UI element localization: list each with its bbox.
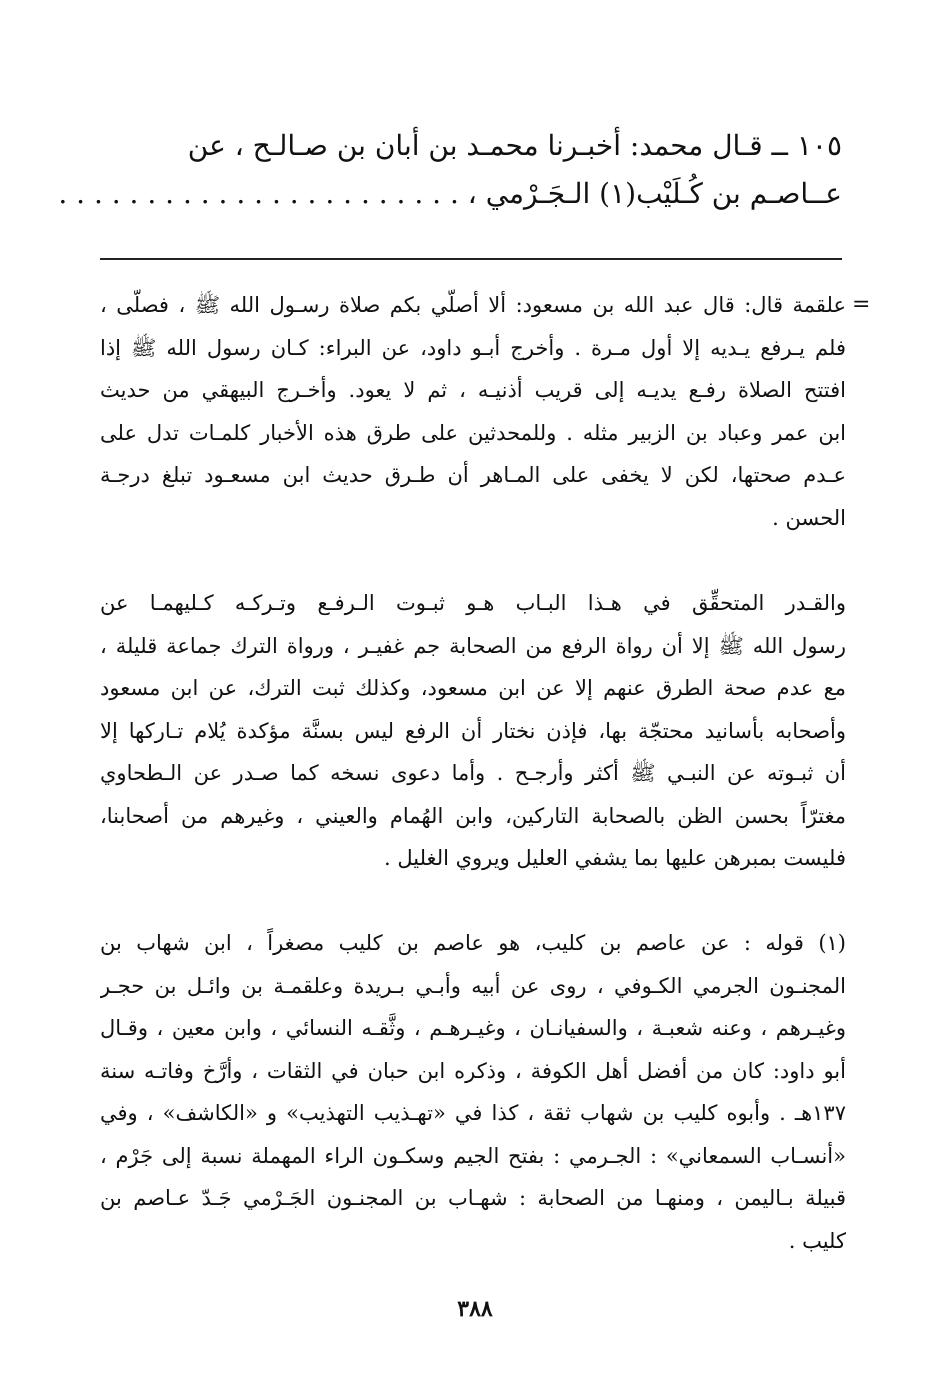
- footnote-line: مغترّاً بحسن الظن بالصحابة التاركين، وابن الهُمام والعيني ، وغيرهم من أصحابنا،: [100, 803, 846, 828]
- continuation-mark: =: [852, 292, 871, 317]
- footnote-line: والقـدر المتحقِّق في هـذا البـاب هـو ثبـوت الـرفـع وتـركـه كـليهمـا عن: [100, 591, 846, 615]
- footnote-line: ١٣٧هـ . وأبوه كليب بن شهاب ثقة ، كذا في «تهـذيب التهذيب» و «الكاشف» ، وفي: [100, 1101, 846, 1125]
- footnote-line: فليست بمبرهن عليها بما يشفي العليل ويروي الغليل .: [384, 846, 846, 870]
- footnote-line: أبو داود: كان من أفضل أهل الكوفة ، وذكره ابن حبان في الثقات ، وأرَّخ وفاتـه سنة: [100, 1058, 846, 1083]
- footnote-line: الحسن .: [772, 505, 846, 530]
- hadith-line-1: ١٠٥ ــ قـال محمد: أخبـرنا محمـد بن أبان بن صـالـح ، عن: [187, 129, 842, 162]
- footnote-line: المجنـون الجرمي الكـوفي ، روى عن أبيه وأبـي بـريدة وعلقمـة بن وائـل بن حجـر: [100, 973, 846, 998]
- footnote-paragraph: [100, 582, 846, 880]
- footnote-line: علقمة قال: قال عبد الله بن مسعود: ألا أصلّي بكم صلاة رسـول الله ﷺ ، فصلّى ،: [100, 293, 846, 317]
- footnote-line: ابن عمر وعباد بن الزبير مثله . وللمحدثين على طرق هذه الأخبار كلمـات تدل على: [100, 420, 846, 445]
- footnote-1: [100, 922, 846, 1262]
- footnote-line: رسول الله ﷺ إلا أن رواة الرفع من الصحابة جم غفيـر ، ورواة الترك جماعة قليلة ،: [100, 633, 846, 658]
- hadith-line-2: عــاصـم بن كُـلَيْب(١) الـجَـرْمي ، . . . . . . . . . . . . . . . . . . . . . . .: [58, 177, 842, 210]
- footnote-line: وغيـرهم ، وعنه شعبـة ، والسفيانـان ، وغيـرهـم ، وثَّقـه النسائي ، وابن معين ، وقـال: [100, 1016, 846, 1040]
- footnote-line: وأصحابه بأسانيد محتجّة بها، فإذن نختار أن الرفع ليس بسنَّة مؤكدة يُلام تـاركها إلا: [100, 718, 846, 743]
- footnote-line: كليب .: [788, 1228, 846, 1253]
- footnote-continuation: [100, 284, 846, 539]
- footnote-divider: [100, 258, 842, 260]
- footnote-line: افتتح الصلاة رفـع يديـه إلى قريب أذنيـه ، ثم لا يعود. وأخـرج البيهقي من حديث: [100, 378, 846, 402]
- footnote-line: (١) قوله : عن عاصم بن كليب، هو عاصم بن كليب مصغراً ، ابن شهاب بن: [100, 931, 846, 955]
- footnote-line: عـدم صحتها، لكن لا يخفى على المـاهر أن طـرق حديث ابن مسعـود تبلغ درجـة: [100, 463, 846, 487]
- footnote-line: أن ثبـوته عن النبـي ﷺ أكثر وأرجـح . وأما دعوى نسخه كما صـدر عن الـطحاوي: [100, 761, 846, 785]
- footnote-line: مع عدم صحة الطرق عنهم إلا عن ابن مسعود، وكذلك ثبت الترك، عن ابن مسعود: [100, 676, 846, 700]
- footnote-line: فلم يـرفع يـديه إلا أول مـرة . وأخرج أبـو داود، عن البراء: كـان رسول الله ﷺ إذا: [100, 335, 846, 360]
- footnote-line: قبيلة بـاليمن ، ومنهـا من الصحابة : شهـاب بن المجنـون الجَـرْمي جَـدّ عـاصم بن: [100, 1186, 846, 1210]
- hadith-text: [58, 122, 842, 218]
- footnote-line: «أنسـاب السمعاني» : الجـرمي : بفتح الجيم وسكـون الراء المهملة نسبة إلى جَرْم ،: [100, 1143, 846, 1168]
- page-number: ٣٨٨: [457, 1296, 493, 1322]
